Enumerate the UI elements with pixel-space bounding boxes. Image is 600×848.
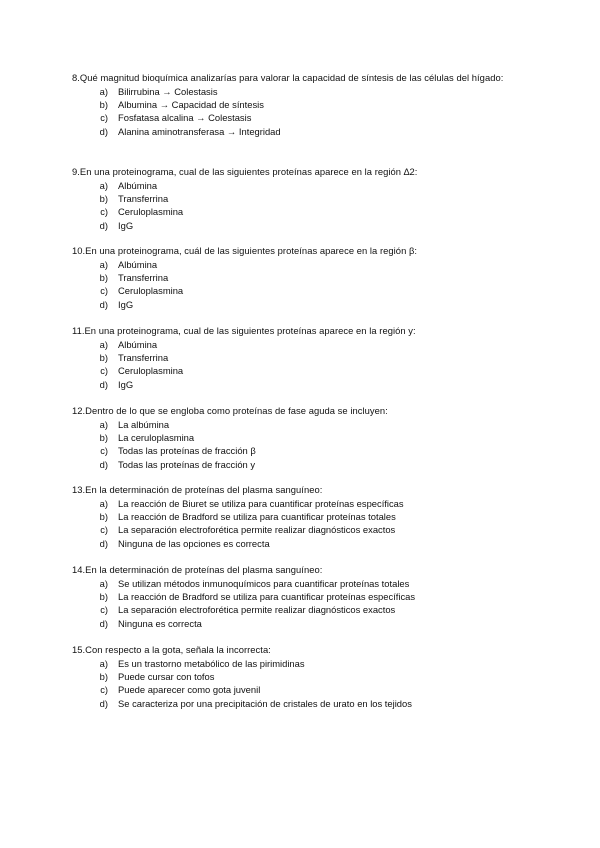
option-d xyxy=(72,617,532,630)
option-text: Ninguna es correcta xyxy=(118,617,202,629)
option-list xyxy=(72,85,532,139)
option-a xyxy=(72,577,532,590)
question-text: 14.En la determinación de proteínas del plasma sanguíneo: xyxy=(72,564,323,575)
option-letter: c) xyxy=(100,524,108,536)
option-text: IgG xyxy=(118,378,134,390)
option-text: Albúmina xyxy=(118,338,158,350)
option-text: La reacción de Biuret se utiliza para cuantificar proteínas específicas xyxy=(118,497,404,509)
option-d xyxy=(72,697,532,710)
option-text: Puede aparecer como gota juvenil xyxy=(118,684,261,696)
question-text: 15.Con respecto a la gota, señala la incorrecta: xyxy=(72,644,271,655)
option-letter: b) xyxy=(99,510,108,522)
option-letter: a) xyxy=(99,85,108,97)
option-text: Es un trastorno metabólico de las pirimidinas xyxy=(118,657,305,669)
question-text: 13.En la determinación de proteínas del plasma sanguíneo: xyxy=(72,484,323,495)
option-list xyxy=(72,258,532,312)
option-d xyxy=(72,537,532,550)
question-13 xyxy=(72,483,532,550)
option-letter: d) xyxy=(99,219,108,231)
option-letter: a) xyxy=(99,657,108,669)
question-text: 12.Dentro de lo que se engloba como proteínas de fase aguda se incluyen: xyxy=(72,405,388,416)
option-text: Puede cursar con tofos xyxy=(118,670,215,682)
option-a xyxy=(72,497,532,510)
option-list xyxy=(72,179,532,233)
option-list xyxy=(72,577,532,631)
option-letter: c) xyxy=(100,365,108,377)
option-text: Ceruloplasmina xyxy=(118,206,184,218)
option-letter: d) xyxy=(99,378,108,390)
option-letter: d) xyxy=(99,298,108,310)
option-c xyxy=(72,205,532,218)
option-text: Se utilizan métodos inmunoquímicos para cuantificar proteínas totales xyxy=(118,577,410,589)
question-10 xyxy=(72,244,532,311)
option-b xyxy=(72,510,532,523)
option-c xyxy=(72,364,532,377)
question-11 xyxy=(72,324,532,391)
option-text: Alanina aminotransferasa → Integridad xyxy=(118,125,281,137)
question-text: 10.En una proteinograma, cuál de las siguientes proteínas aparece en la región β: xyxy=(72,245,418,256)
question-text: 8.Qué magnitud bioquímica analizarías para valorar la capacidad de síntesis de las células del hígado: xyxy=(72,72,504,83)
option-c xyxy=(72,111,532,124)
option-letter: b) xyxy=(99,670,108,682)
option-text: Todas las proteínas de fracción β xyxy=(118,445,256,457)
option-letter: d) xyxy=(99,537,108,549)
option-text: Ninguna de las opciones es correcta xyxy=(118,537,270,549)
option-letter: b) xyxy=(99,590,108,602)
option-c xyxy=(72,523,532,536)
option-letter: d) xyxy=(99,697,108,709)
option-text: IgG xyxy=(118,219,134,231)
option-letter: c) xyxy=(100,285,108,297)
option-a xyxy=(72,179,532,192)
option-list xyxy=(72,657,532,711)
option-text: La separación electroforética permite realizar diagnósticos exactos xyxy=(118,604,396,616)
option-text: Ceruloplasmina xyxy=(118,365,184,377)
option-letter: c) xyxy=(100,604,108,616)
option-list xyxy=(72,418,532,472)
option-text: Ceruloplasmina xyxy=(118,285,184,297)
option-c xyxy=(72,683,532,696)
option-c xyxy=(72,603,532,616)
question-text: 11.En una proteinograma, cual de las siguientes proteínas aparece en la región y: xyxy=(72,325,416,336)
option-text: La reacción de Bradford se utiliza para cuantificar proteínas totales xyxy=(118,510,396,522)
option-letter: d) xyxy=(99,617,108,629)
option-text: La ceruloplasmina xyxy=(118,431,195,443)
option-a xyxy=(72,418,532,431)
option-letter: d) xyxy=(99,125,108,137)
option-letter: c) xyxy=(100,112,108,124)
question-9 xyxy=(72,165,532,232)
option-c xyxy=(72,444,532,457)
option-letter: d) xyxy=(99,458,108,470)
option-text: Todas las proteínas de fracción y xyxy=(118,458,256,470)
option-letter: a) xyxy=(99,418,108,430)
option-text: Transferrina xyxy=(118,192,169,204)
option-text: Transferrina xyxy=(118,271,169,283)
option-letter: a) xyxy=(99,497,108,509)
option-d xyxy=(72,125,532,138)
option-text: IgG xyxy=(118,298,134,310)
option-a xyxy=(72,258,532,271)
option-text: Bilirrubina → Colestasis xyxy=(118,85,218,97)
question-text: 9.En una proteinograma, cual de las siguientes proteínas aparece en la región ∆2: xyxy=(72,166,418,177)
option-text: Albúmina xyxy=(118,258,158,270)
option-text: Transferrina xyxy=(118,351,169,363)
option-b xyxy=(72,431,532,444)
option-letter: c) xyxy=(100,445,108,457)
option-a xyxy=(72,657,532,670)
option-text: La separación electroforética permite realizar diagnósticos exactos xyxy=(118,524,396,536)
option-a xyxy=(72,85,532,98)
option-letter: b) xyxy=(99,98,108,110)
question-14 xyxy=(72,563,532,630)
option-letter: a) xyxy=(99,338,108,350)
option-letter: c) xyxy=(100,206,108,218)
option-letter: a) xyxy=(99,179,108,191)
option-d xyxy=(72,378,532,391)
option-d xyxy=(72,298,532,311)
option-letter: b) xyxy=(99,351,108,363)
option-letter: c) xyxy=(100,684,108,696)
option-a xyxy=(72,338,532,351)
question-12 xyxy=(72,404,532,471)
option-list xyxy=(72,338,532,392)
option-b xyxy=(72,351,532,364)
option-text: Albumina → Capacidad de síntesis xyxy=(118,98,264,110)
option-b xyxy=(72,590,532,603)
option-text: La albúmina xyxy=(118,418,170,430)
option-b xyxy=(72,670,532,683)
option-letter: a) xyxy=(99,577,108,589)
option-text: La reacción de Bradford se utiliza para cuantificar proteínas específicas xyxy=(118,590,416,602)
option-b xyxy=(72,98,532,111)
option-d xyxy=(72,219,532,232)
option-b xyxy=(72,192,532,205)
option-letter: a) xyxy=(99,258,108,270)
option-letter: b) xyxy=(99,271,108,283)
option-c xyxy=(72,284,532,297)
option-b xyxy=(72,271,532,284)
question-8 xyxy=(72,71,532,138)
option-text: Fosfatasa alcalina → Colestasis xyxy=(118,112,252,124)
option-d xyxy=(72,458,532,471)
option-letter: b) xyxy=(99,192,108,204)
option-text: Se caracteriza por una precipitación de cristales de urato en los tejidos xyxy=(118,697,412,709)
option-letter: b) xyxy=(99,431,108,443)
option-list xyxy=(72,497,532,551)
option-text: Albúmina xyxy=(118,179,158,191)
question-15 xyxy=(72,643,532,710)
